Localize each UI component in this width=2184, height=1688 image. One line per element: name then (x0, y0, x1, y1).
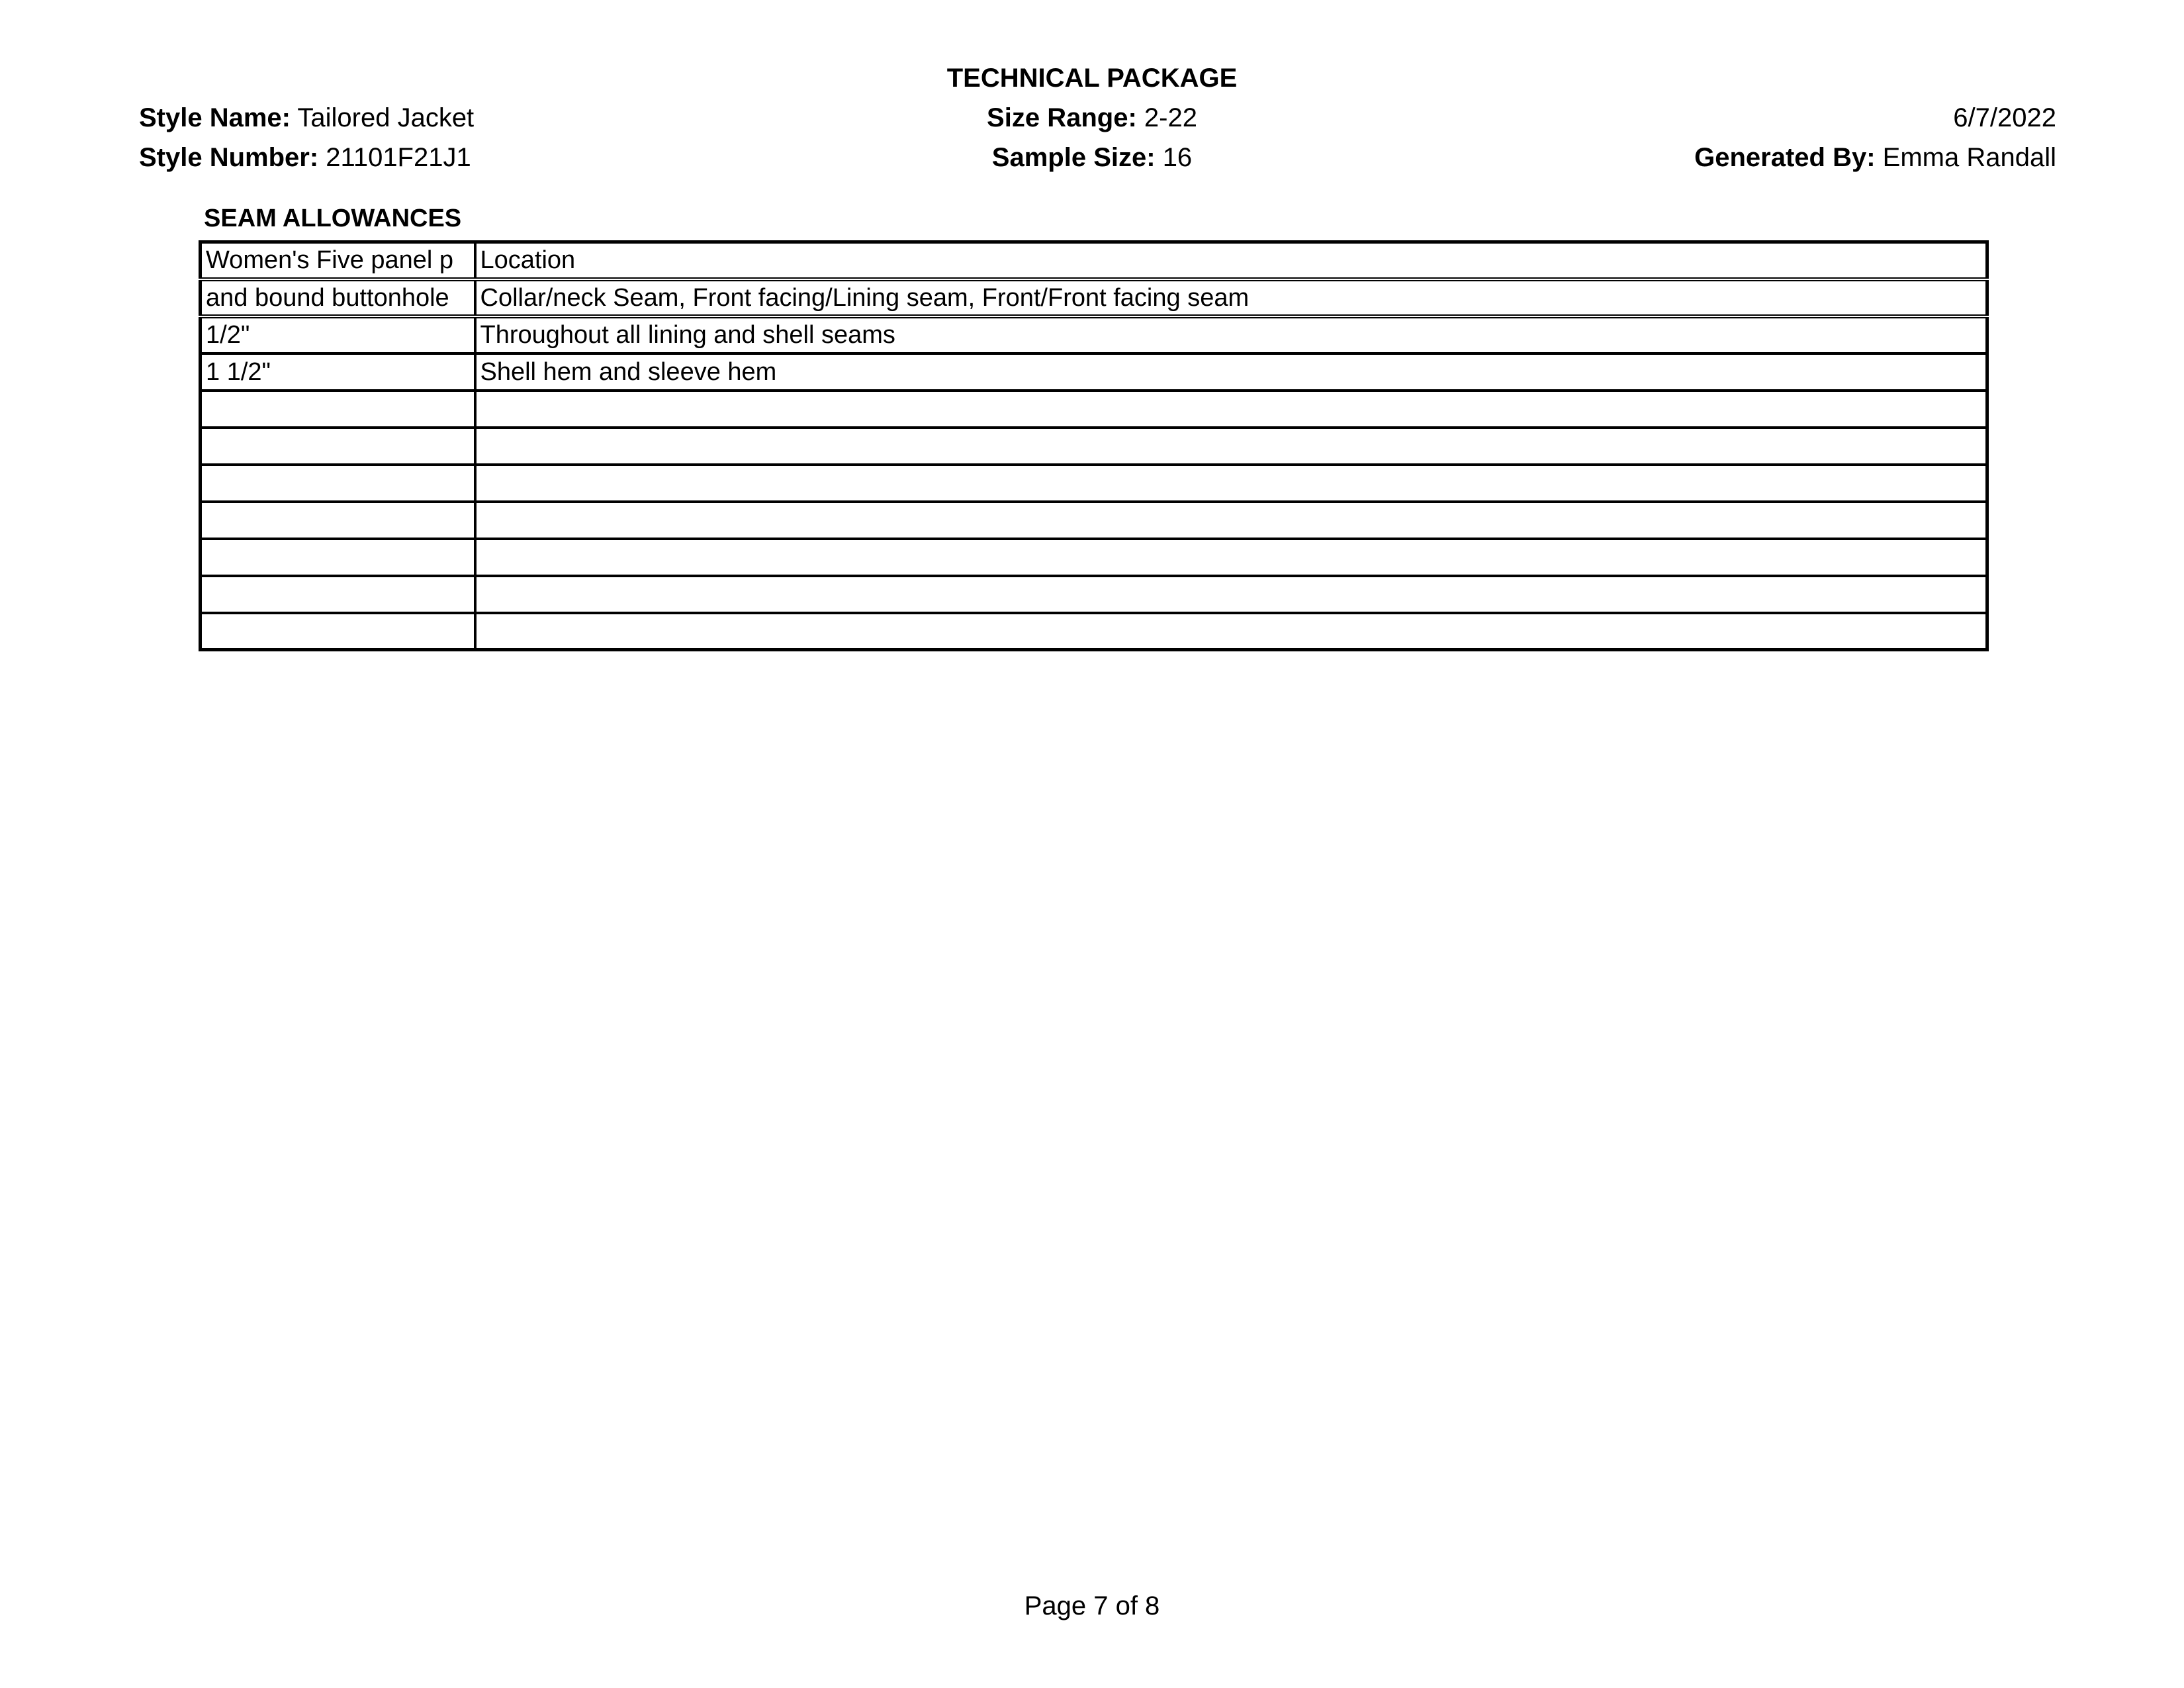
table-cell (201, 576, 475, 613)
table-cell: Shell hem and sleeve hem (475, 353, 1987, 391)
style-name-value: Tailored Jacket (297, 103, 475, 132)
size-range-value: 2-22 (1144, 103, 1197, 132)
table-cell (201, 391, 475, 428)
style-number (139, 142, 471, 173)
table-cell (201, 502, 475, 539)
table-cell: and bound buttonhole (201, 279, 475, 316)
table-row (201, 242, 1987, 279)
table-cell: 1/2" (201, 316, 475, 353)
table-cell: Location (475, 242, 1987, 279)
sample-size-value: 16 (1162, 143, 1193, 172)
table-row (201, 279, 1987, 316)
table-row (201, 391, 1987, 428)
table-row (201, 428, 1987, 465)
document-date: 6/7/2022 (1953, 103, 2056, 132)
table-cell (201, 539, 475, 576)
table-row (201, 576, 1987, 613)
table-cell (475, 428, 1987, 465)
document-title: TECHNICAL PACKAGE (946, 64, 1238, 93)
table-row (201, 316, 1987, 353)
style-number-value: 21101F21J1 (326, 143, 471, 172)
style-number-label: Style Number: (139, 143, 319, 172)
table-cell (201, 465, 475, 502)
table-row (201, 353, 1987, 391)
table-cell: Women's Five panel p (201, 242, 475, 279)
size-range-label: Size Range: (987, 103, 1137, 132)
table-cell (475, 613, 1987, 650)
sample-size-label: Sample Size: (991, 143, 1156, 172)
style-name (139, 102, 474, 134)
generated-by-value: Emma Randall (1882, 143, 2056, 172)
generated-by-label: Generated By: (1694, 143, 1876, 172)
table-cell (201, 613, 475, 650)
table-cell (475, 502, 1987, 539)
table-cell (475, 539, 1987, 576)
table-cell (475, 391, 1987, 428)
style-name-label: Style Name: (139, 103, 291, 132)
table-cell (475, 465, 1987, 502)
table-cell (201, 428, 475, 465)
sample-size (860, 142, 1324, 173)
table-cell: Collar/neck Seam, Front facing/Lining seam, Front/Front facing seam (475, 279, 1987, 316)
page-number: Page 7 of 8 (1024, 1591, 1160, 1620)
generated-by (1694, 142, 2056, 173)
table-row (201, 539, 1987, 576)
size-range (860, 102, 1324, 134)
table-cell: 1 1/2" (201, 353, 475, 391)
table-row (201, 502, 1987, 539)
table-cell (475, 576, 1987, 613)
seam-allowances-table (199, 240, 1989, 651)
section-title: SEAM ALLOWANCES (204, 205, 462, 232)
table-row (201, 465, 1987, 502)
table-cell: Throughout all lining and shell seams (475, 316, 1987, 353)
table-row (201, 613, 1987, 650)
